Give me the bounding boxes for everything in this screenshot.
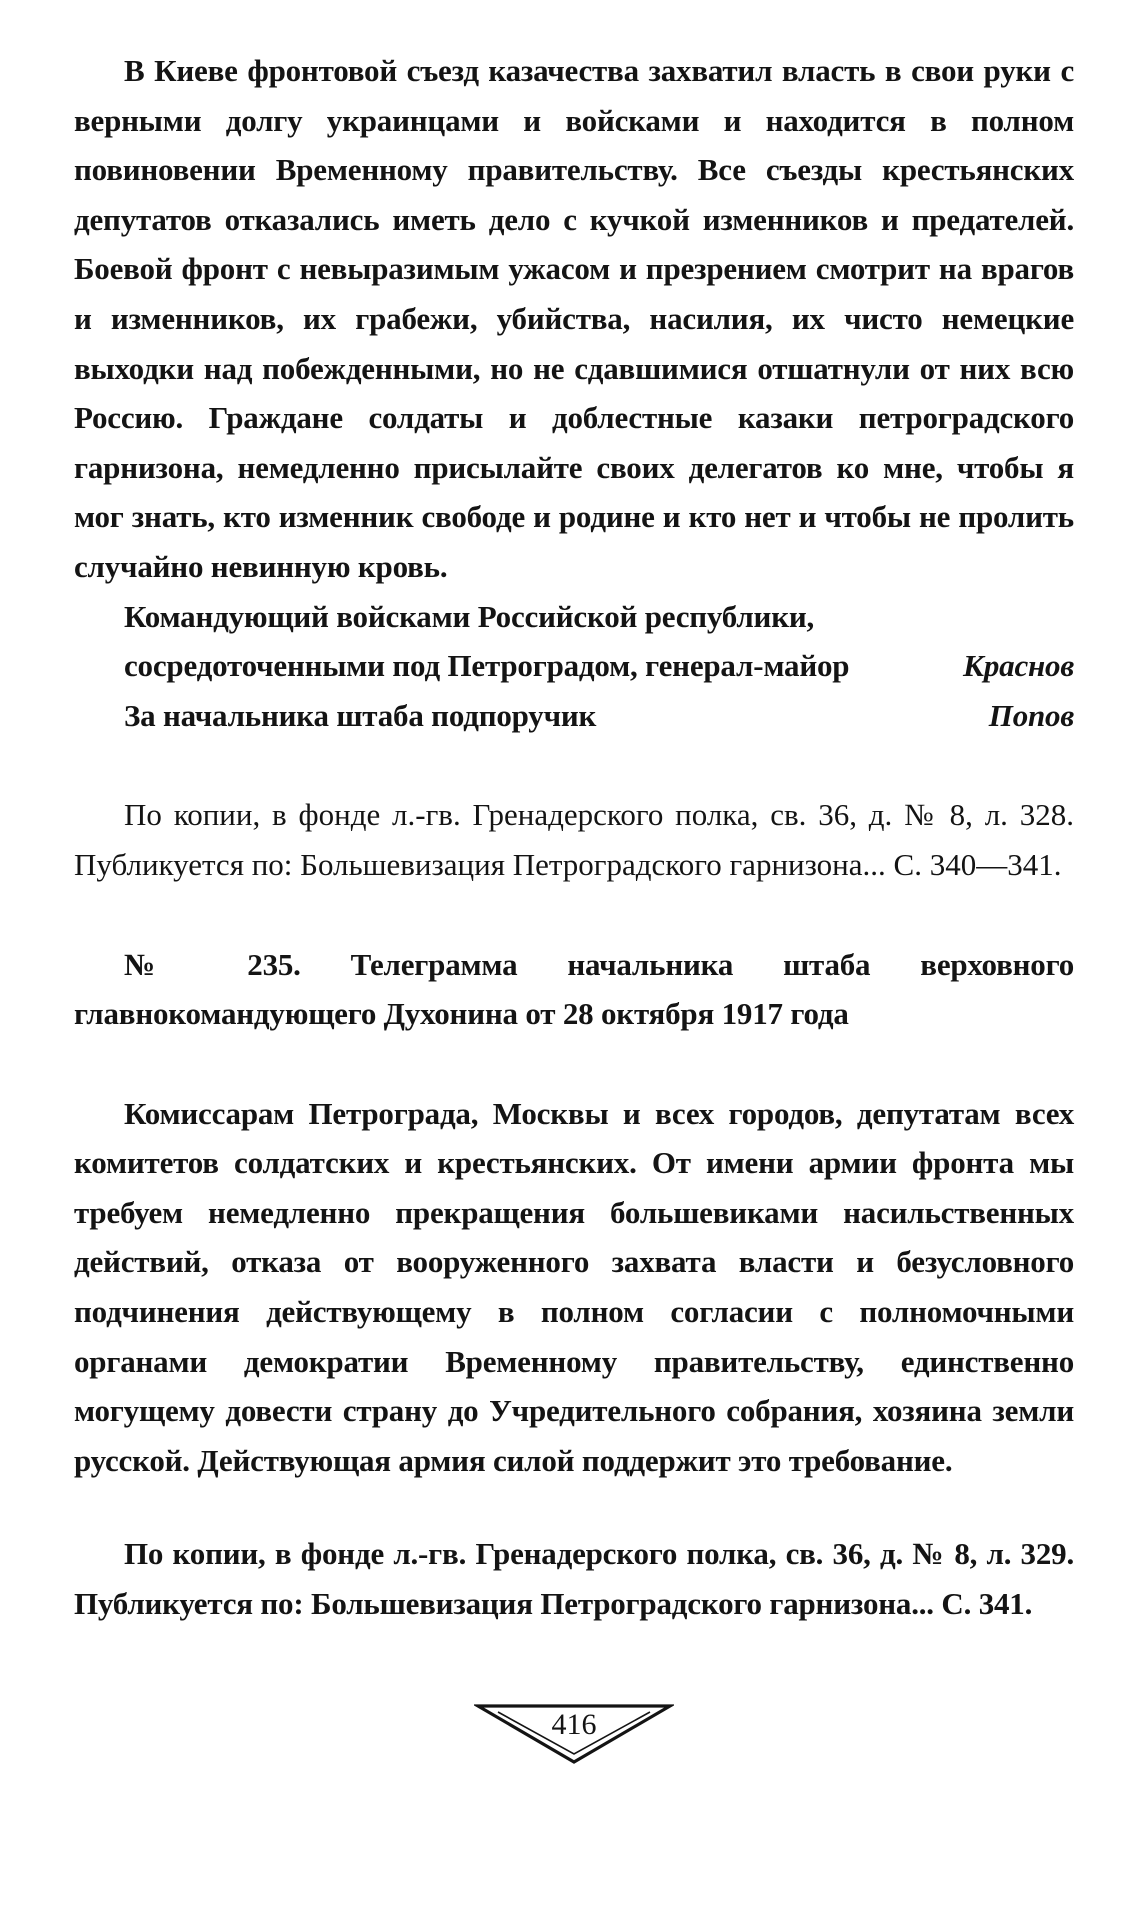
document-235-heading: № 235. Телеграмма начальника штаба верховного главнокомандующего Духонина от 28 октября 1917 года (74, 946, 1074, 1032)
page-number: 416 (551, 1708, 597, 1741)
signature-line-2 (124, 641, 1074, 691)
signature-line-3 (124, 691, 1074, 741)
signature-name-krasnov: Краснов (963, 648, 1074, 684)
source-note-1: По копии, в фонде л.-гв. Гренадерского полка, св. 36, д. № 8, л. 328. Публикуется по: Большевизация Петроградского гарнизона... С. 340—341. (74, 797, 1074, 882)
signature-line-1 (124, 592, 1074, 642)
continuation-paragraph: В Киеве фронтовой съезд казачества захватил власть в свои руки с верными долгу украинцами и войсками и находится в полном повиновении Временному правительству. Все съезды крестьянских депутатов отказались иметь дело с кучкой изменников и предателей. Боевой фронт с невыразимым ужасом и презрением смотрит на врагов и изменников, их грабежи, убийства, насилия, их чисто немецкие выходки над побежденными, но не сдавшимися отшатнули от них всю Россию. Граждане солдаты и доблестные казаки петроградского гарнизона, немедленно присылайте своих делегатов ко мне, чтобы я мог знать, кто изменник свободе и родине и кто нет и чтобы не пролить случайно невинную кровь. (74, 53, 1074, 584)
signature-title-3: За начальника штаба подпоручик (124, 697, 597, 733)
signature-title-1: Командующий войсками Российской республики, (124, 598, 815, 634)
page-folio (474, 1700, 674, 1766)
document-235-source-note: По копии, в фонде л.-гв. Гренадерского полка, св. 36, д. № 8, л. 329. Публикуется по: Большевизация Петроградского гарнизона... С. 341. (74, 1536, 1074, 1622)
page-content (74, 46, 1074, 1660)
document-235-body: Комиссарам Петрограда, Москвы и всех городов, депутатам всех комитетов солдатских и крестьянских. От имени армии фронта мы требуем немедленно прекращения большевиками насильственных действий, отказа от вооруженного захвата власти и безусловного подчинения действующему в полном согласии с полномочными органами демократии Временному правительству, единственно могущему довести страну до Учредительного собрания, хозяина земли русской. Действующая армия силой поддержит это требование. (74, 1095, 1074, 1478)
signature-title-2: сосредоточенными под Петроградом, генерал-майор (124, 648, 850, 684)
signature-block (74, 592, 1074, 741)
signature-name-popov: Попов (988, 697, 1074, 733)
